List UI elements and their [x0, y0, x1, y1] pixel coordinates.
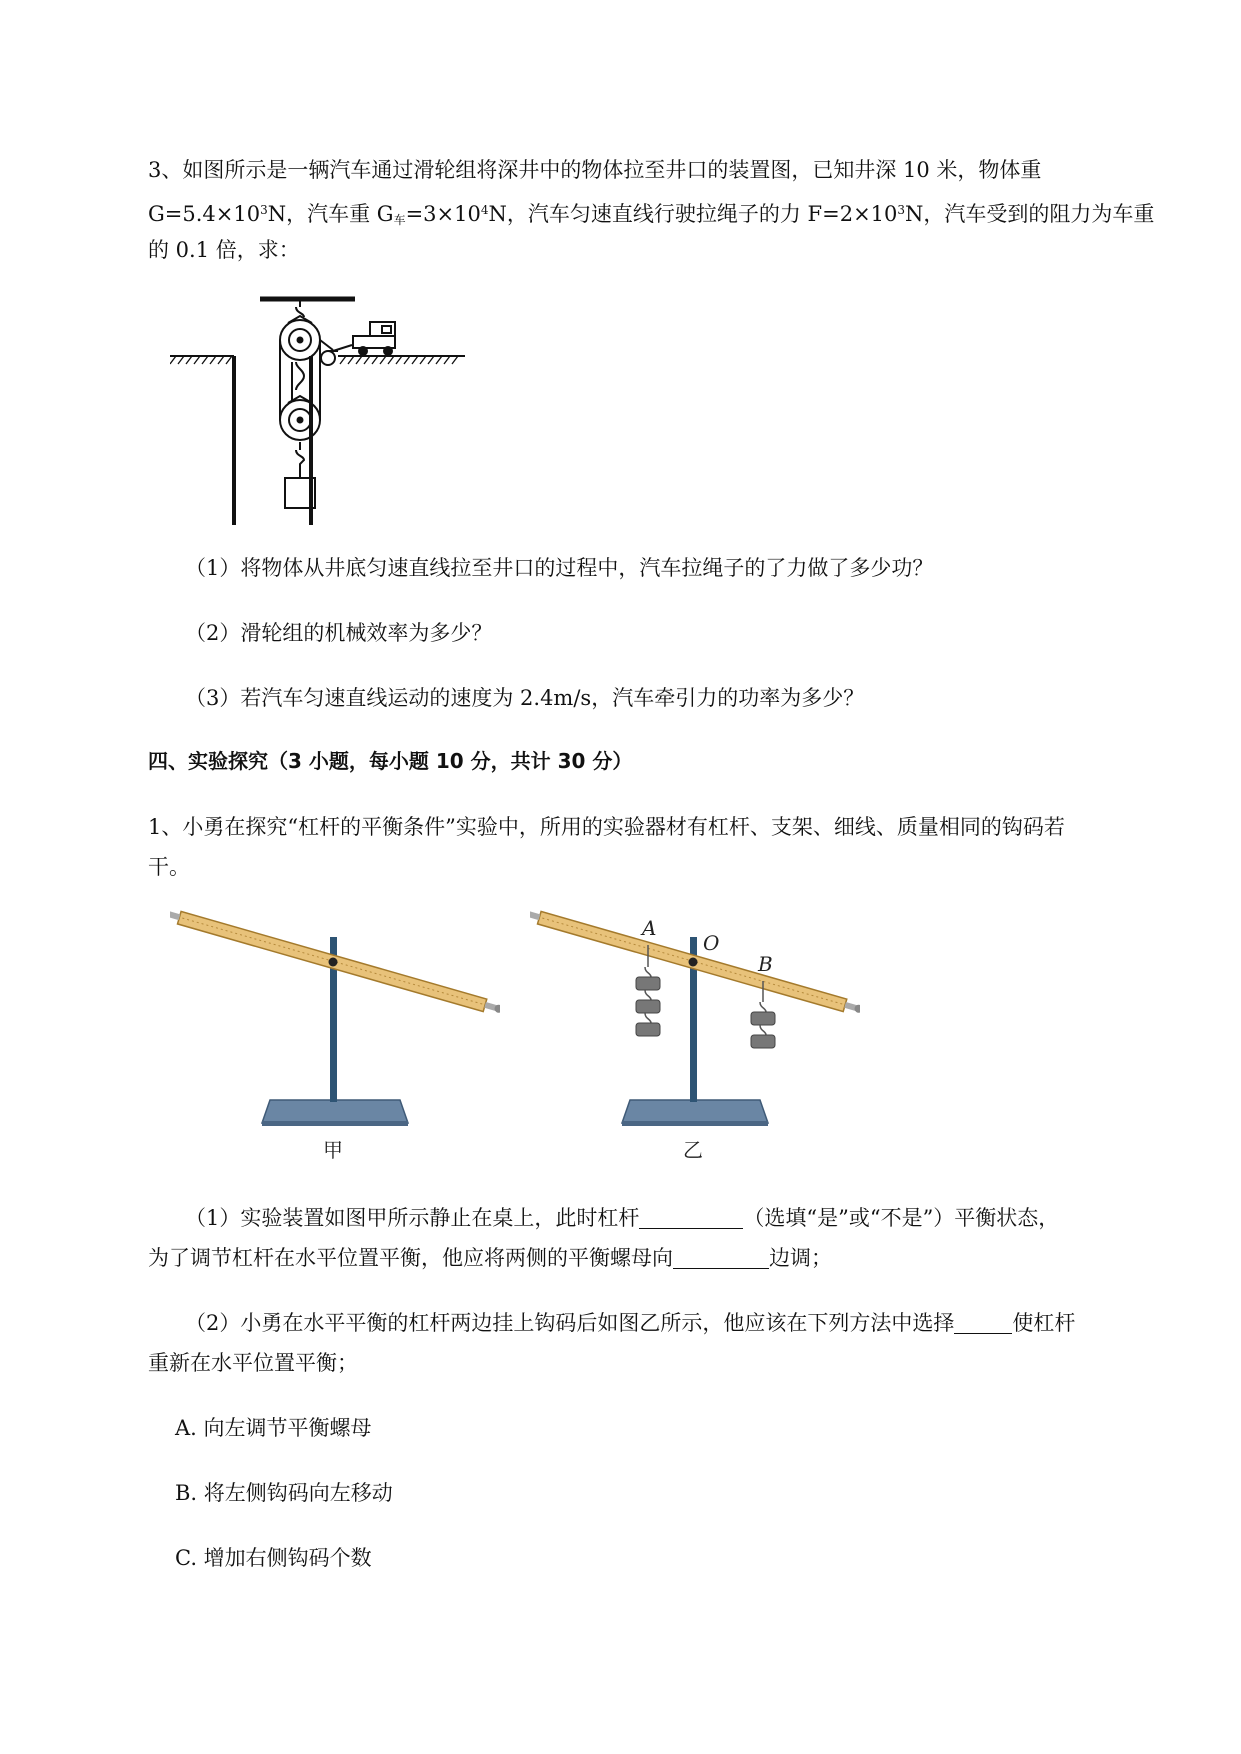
exp1-part-2-line-1 — [185, 1308, 1075, 1338]
lever-figure-jia — [170, 905, 500, 1170]
answer-blank-3[interactable] — [954, 1311, 1012, 1334]
q3-car-weight-value: =3×10 — [405, 202, 481, 226]
q3-line-3: 的 0.1 倍，求： — [148, 238, 300, 262]
rope-to-truck — [333, 345, 352, 351]
q3-sub-question-1: （1）将物体从井底匀速直线拉至井口的过程中，汽车拉绳子的了力做了多少功？ — [185, 556, 934, 580]
exp1-part-2-text-b: 使杠杆 — [1012, 1311, 1076, 1335]
exp1-part-1-text-c: 为了调节杠杆在水平位置平衡，他应将两侧的平衡螺母向 — [148, 1246, 673, 1270]
pivot-o — [689, 958, 698, 967]
lever-figure-yi — [530, 905, 860, 1170]
exp1-line-1: 1、小勇在探究“杠杆的平衡条件”实验中，所用的实验器材有杠杆、支架、细线、质量相同的钩码若 — [148, 815, 1065, 839]
figure-label-jia: 甲 — [323, 1138, 343, 1162]
exp1-line-2: 干。 — [148, 855, 190, 879]
q3-resistance-text: N，汽车受到的阻力为车重 — [905, 202, 1155, 226]
q3-exponent-2: 4 — [480, 203, 489, 217]
exp1-part-1-line-2 — [148, 1243, 832, 1273]
q3-car-weight-label: N，汽车重 G — [267, 202, 394, 226]
option-a: A. 向左调节平衡螺母 — [175, 1416, 372, 1440]
q3-gravity-value: G=5.4×10 — [148, 202, 261, 226]
answer-blank-2[interactable] — [673, 1246, 769, 1269]
stand-base — [262, 1100, 408, 1123]
ceiling-hook — [296, 301, 304, 317]
option-c: C. 增加右侧钩码个数 — [175, 1546, 372, 1570]
section-4-heading: 四、实验探究（3 小题，每小题 10 分，共计 30 分） — [148, 749, 633, 773]
exp1-part-1-line-1 — [185, 1203, 1059, 1233]
q3-force-text: N，汽车匀速直线行驶拉绳子的力 F=2×10 — [488, 202, 898, 226]
exp1-part-1-text-a: （1）实验装置如图甲所示静止在桌上，此时杠杆 — [185, 1206, 640, 1230]
q3-car-subscript: 车 — [393, 213, 406, 227]
answer-blank-1[interactable] — [639, 1206, 743, 1229]
pulley-well-diagram — [170, 290, 530, 525]
q3-sub-question-3: （3）若汽车匀速直线运动的速度为 2.4m/s，汽车牵引力的功率为多少？ — [185, 686, 865, 710]
q3-exponent-3: 3 — [897, 203, 906, 217]
q3-line-2 — [148, 195, 1154, 235]
exp1-part-1-text-b: （选填“是”或“不是”）平衡状态， — [743, 1206, 1060, 1230]
q3-sub-question-2: （2）滑轮组的机械效率为多少？ — [185, 621, 493, 645]
pulley-link — [296, 362, 304, 390]
pivot — [329, 958, 338, 967]
truck — [353, 322, 395, 355]
guide-pulley — [321, 351, 335, 365]
figure-label-yi: 乙 — [683, 1138, 703, 1162]
exp1-part-2-line-2: 重新在水平位置平衡； — [148, 1351, 358, 1375]
exp1-part-1-text-d: 边调； — [769, 1246, 832, 1270]
q3-line-1: 3、如图所示是一辆汽车通过滑轮组将深井中的物体拉至井口的装置图，已知井深 10 米，物体重 — [148, 158, 1042, 182]
stand-base — [622, 1100, 768, 1123]
point-b-label: B — [758, 952, 773, 976]
point-o-label: O — [703, 931, 720, 955]
option-b: B. 将左侧钩码向左移动 — [175, 1481, 393, 1505]
exp1-part-2-text-a: （2）小勇在水平平衡的杠杆两边挂上钩码后如图乙所示，他应该在下列方法中选择 — [185, 1311, 955, 1335]
point-a-label: A — [642, 916, 657, 940]
load-hook — [296, 442, 304, 478]
q3-exponent-1: 3 — [260, 203, 268, 217]
